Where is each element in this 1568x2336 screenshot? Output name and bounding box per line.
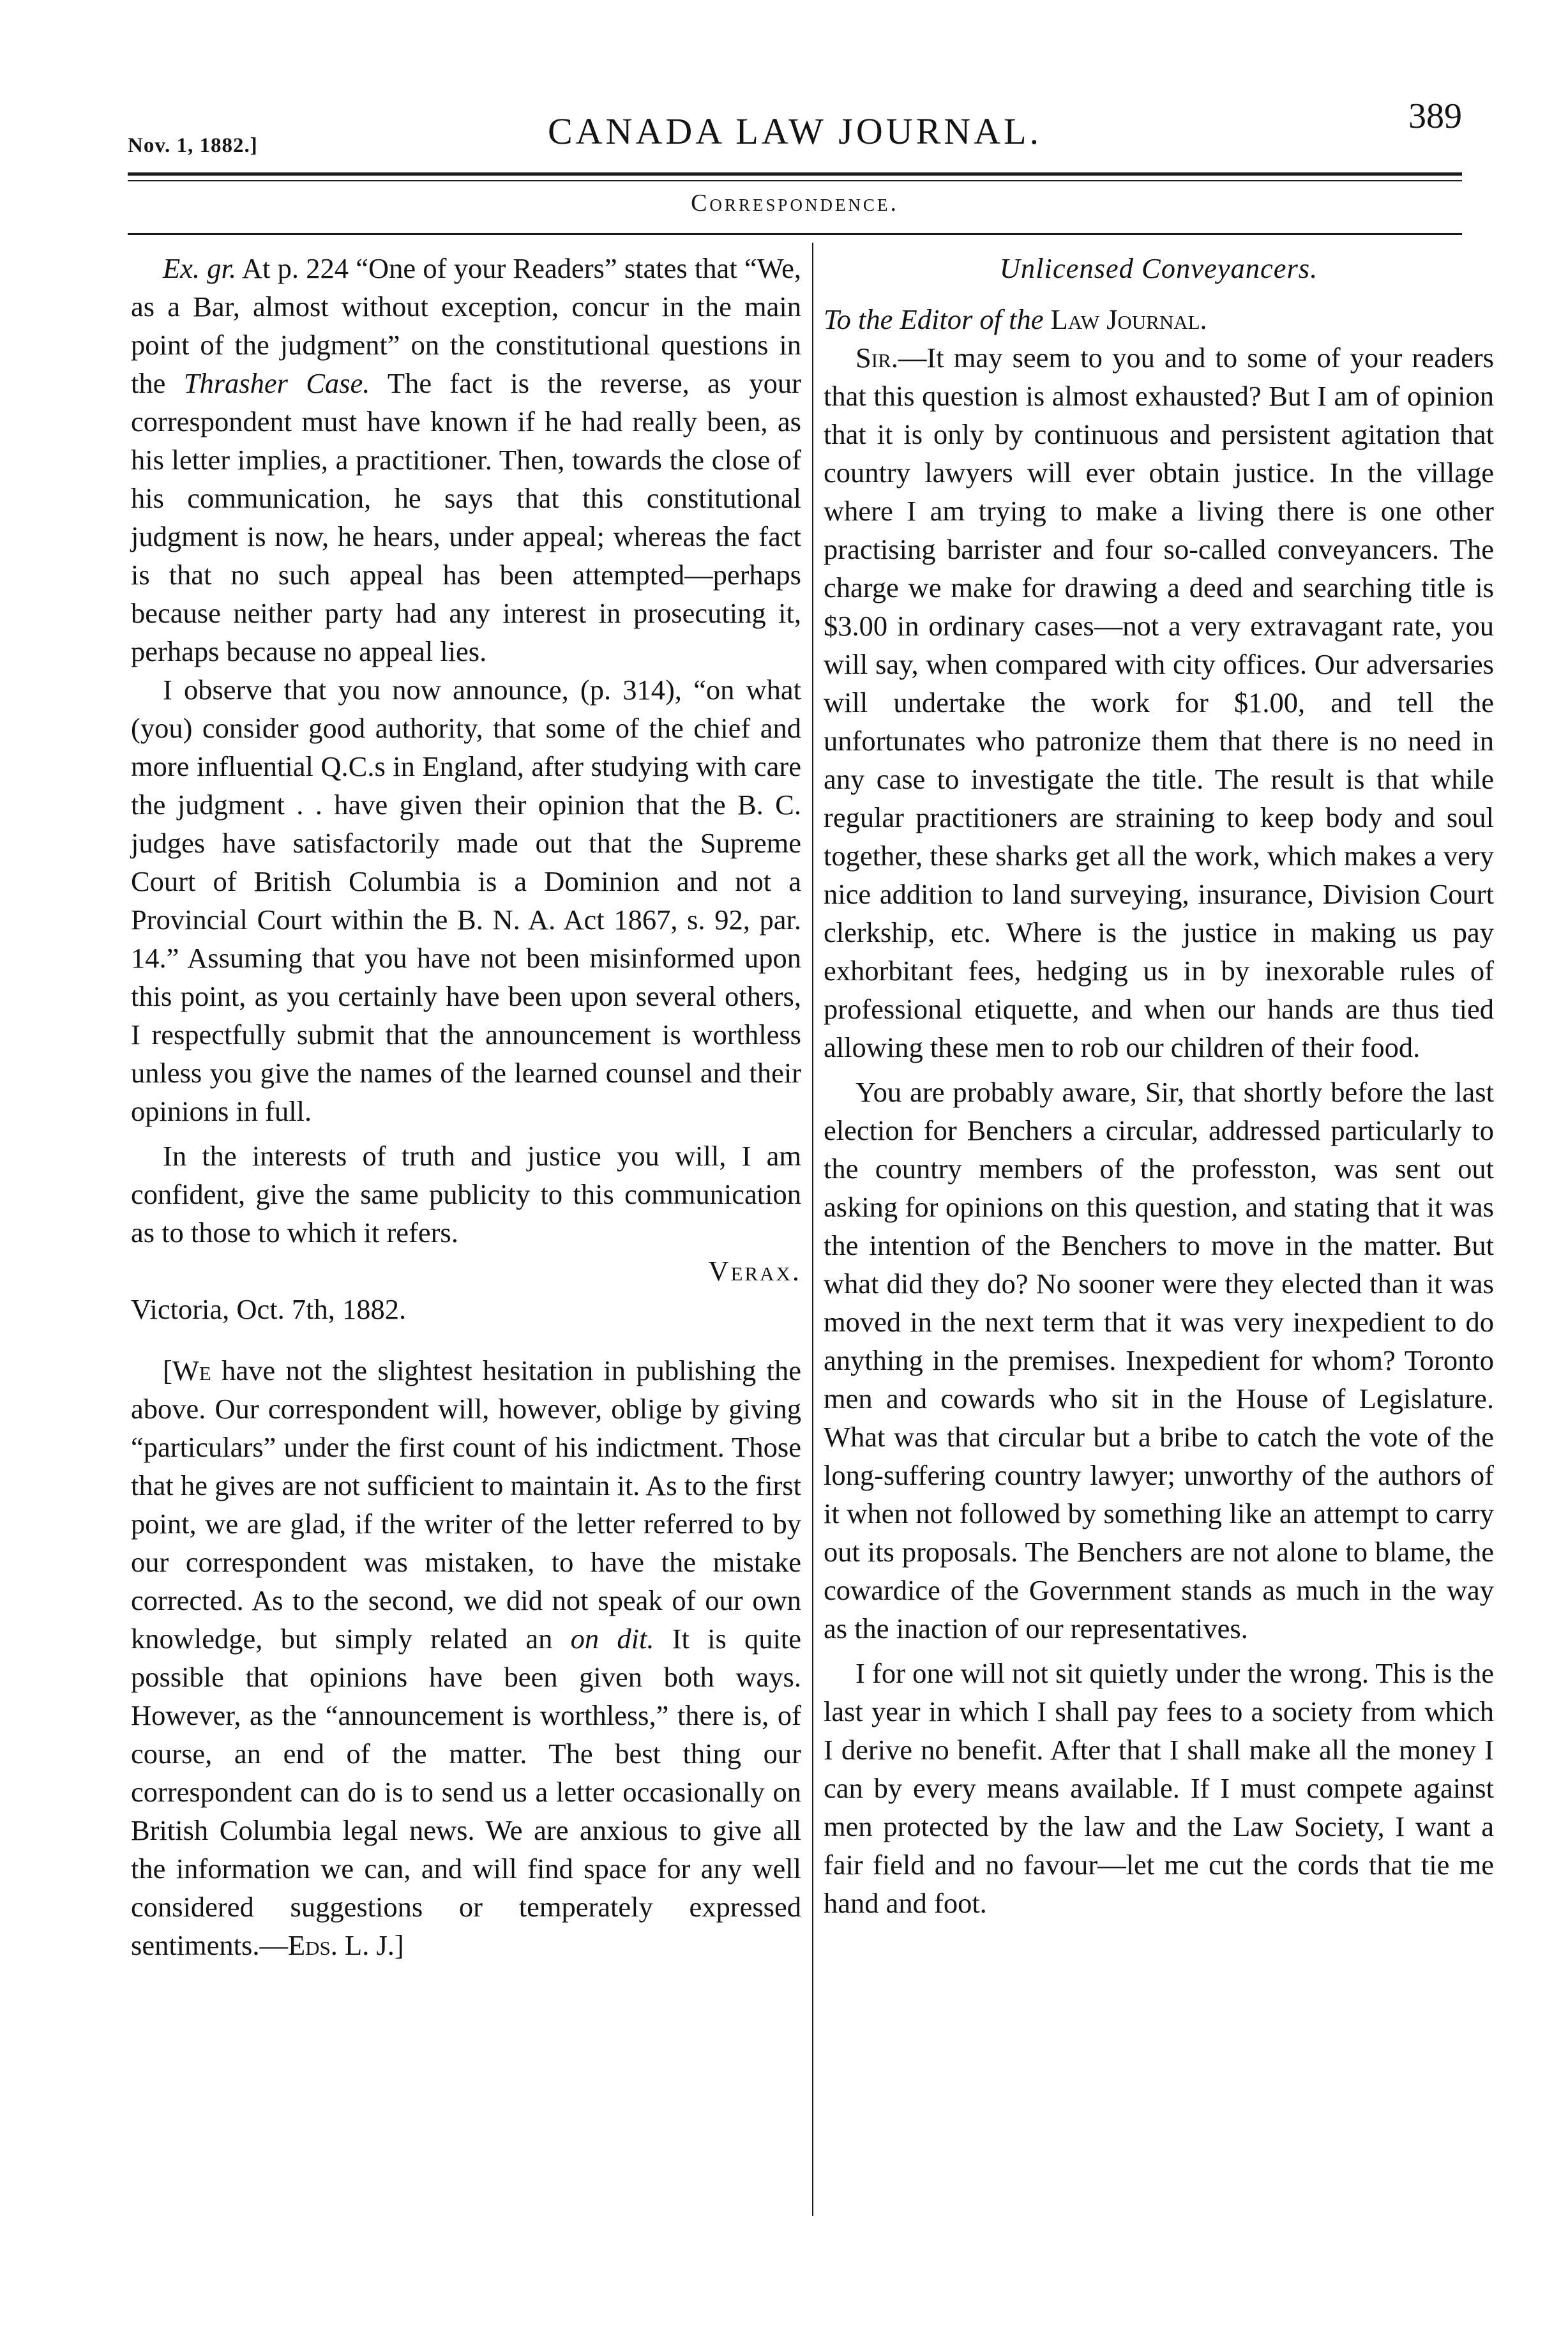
right-paragraph-2: You are probably aware, Sir, that shortly before the last election for Benchers a circular, addressed particularly to the country members of the professton, was sent out asking for opinions on this question, and stating that it was the intention of the Benchers to move in the matter. But what did they do? No sooner were they elected than it was moved in the next term that it was very inexpedient to do anything in the premises. Inexpedient for whom? Toronto men and cowards who sit in the House of Legislature. What was that circular but a bribe to catch the vote of the long-suffering country lawyer; unworthy of the authors of it when not followed by something like an attempt to carry out its proposals. The Benchers are not alone to blame, the cowardice of the Government stands as much in the way as the inaction of our representatives. bbox=[824, 1076, 1494, 1644]
journal-title: CANADA LAW JOURNAL. bbox=[547, 110, 1042, 152]
left-column bbox=[131, 249, 801, 1964]
column-divider bbox=[812, 243, 813, 2216]
case-name: Thrasher Case. bbox=[183, 367, 370, 399]
salutation: To the Editor of the Law Journal. bbox=[824, 303, 1207, 335]
right-column bbox=[824, 249, 1494, 1922]
page-header bbox=[128, 96, 1462, 160]
signature: Verax. bbox=[708, 1255, 801, 1287]
article-title: Unlicensed Conveyancers. bbox=[999, 252, 1318, 284]
page-number: 389 bbox=[1408, 96, 1462, 136]
header-rule-thick bbox=[128, 172, 1462, 176]
right-paragraph-3: I for one will not sit quietly under the wrong. This is the last year in which I shall pay fees to a society from which I derive no benefit. After that I shall make all the money I can by every means available. If I must compete against men protected by the law and the Law Society, I want a fair field and no favour—let me cut the cords that tie me hand and foot. bbox=[824, 1657, 1494, 1919]
left-paragraph-2: I observe that you now announce, (p. 314), “on what (you) consider good authority, that some of the chief and more influential Q.C.s in England, after studying with care the judgment . . have given their opinion that the B. C. judges have satisfactorily made out that the Supreme Court of British Columbia is a Dominion and not a Provincial Court within the B. N. A. Act 1867, s. 92, par. 14.” Assuming that you have not been misinformed upon this point, as you certainly have been upon several others, I respectfully submit that the announcement is worthless unless you give the names of the learned counsel and their opinions in full. bbox=[131, 674, 801, 1127]
left-paragraph-3: In the interests of truth and justice you will, I am confident, give the same publicity to this communication as to those to which it refers. bbox=[131, 1140, 801, 1248]
editors-note: [We have not the slightest hesitation in publishing the above. Our correspondent will, however, oblige by giving “particulars” under the first count of his indictment. Those that he gives are not sufficient to maintain it. As to the first point, we are glad, if the writer of the letter referred to by our correspondent was mistaken, to have the mistake corrected. As to the second, we did not speak of our own knowledge, but simply related an on dit. It is quite possible that opinions have been given both ways. However, as the “announcement is worthless,” there is, of course, an end of the matter. The best thing our correspondent can do is to send us a letter occasionally on British Columbia legal news. We are anxious to give all the information we can, and will find space for any well considered suggestions or temperately expressed sentiments.—Eds. L. J.] bbox=[131, 1354, 802, 1961]
section-rule bbox=[128, 233, 1462, 235]
left-paragraph-1: Ex. gr. At p. 224 “One of your Readers” states that “We, as a Bar, almost without exception, concur in the main point of the judgment” on the constitutional questions in the Thrasher Case. The fact is the reverse, as your correspondent must have known if he had really been, as his letter implies, a practitioner. Then, towards the close of his communication, he says that this constitutional judgment is now, he hears, under appeal; whereas the fact is that no such appeal has been attempted—perhaps because neither party had any interest in prosecuting it, perhaps because no appeal lies. bbox=[131, 252, 801, 667]
editors-signature: Eds. L. J.] bbox=[287, 1929, 404, 1961]
dateline: Victoria, Oct. 7th, 1882. bbox=[131, 1293, 407, 1325]
section-title: Correspondence. bbox=[691, 190, 899, 216]
header-rule-thin bbox=[128, 180, 1462, 181]
ex-gr-lead: Ex. gr. bbox=[163, 252, 237, 284]
right-paragraph-1: Sir.—It may seem to you and to some of your readers that this question is almost exhausted? But I am of opinion that it is only by continuous and persistent agitation that country lawyers will ever obtain justice. In the village where I am trying to make a living there is one other practising barrister and four so-called conveyancers. The charge we make for drawing a deed and searching title is $3.00 in ordinary cases—not a very extravagant rate, you will say, when compared with city offices. Our adversaries will undertake the work for $1.00, and tell the unfortunates who patronize them that there is no need in any case to investigate the title. The result is that while regular practitioners are straining to keep body and soul together, these sharks get all the work, which makes a very nice addition to land surveying, insurance, Division Court clerkship, etc. Where is the justice in making us pay exhorbitant fees, hedging us in by inexorable rules of professional etiquette, and when our hands are thus tied allowing these men to rob our children of their food. bbox=[824, 342, 1494, 1063]
issue-date: Nov. 1, 1882.] bbox=[128, 134, 258, 157]
